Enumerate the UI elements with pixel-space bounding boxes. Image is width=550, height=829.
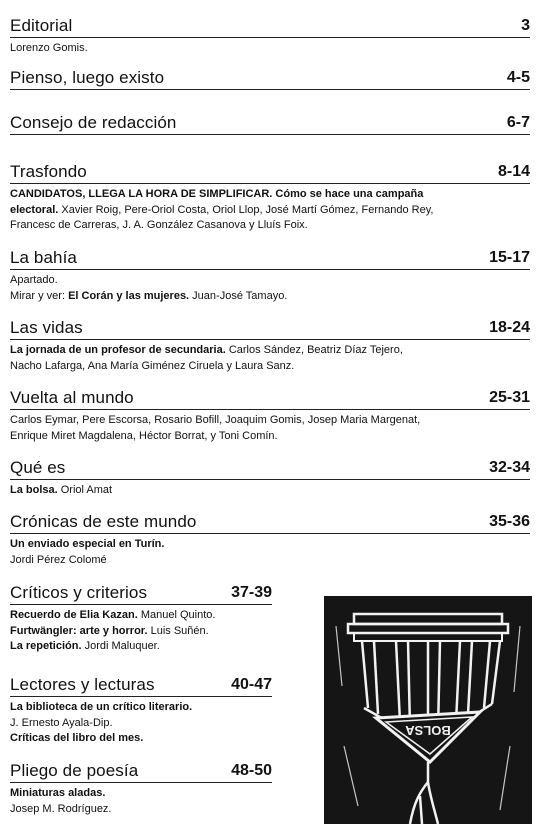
body-text: Oriol Amat [57, 484, 113, 496]
section-title[interactable]: Pienso, luego existo [10, 68, 165, 87]
section-vidas [10, 318, 530, 374]
page-number: 32-34 [489, 459, 530, 476]
body-text: Carlos Eymar, Pere Escorsa, Rosario Bofill, Joaquim Gomis, Josep Maria Margenat, [10, 414, 421, 426]
article-title: La jornada de un profesor de secundaria. [10, 344, 226, 356]
section-body [10, 786, 272, 817]
body-line [10, 802, 272, 818]
body-line [10, 483, 530, 499]
section-vuelta [10, 388, 530, 444]
section-heading [10, 162, 530, 184]
body-text: Nacho Lafarga, Ana María Giménez Ciruela y Laura Sanz. [10, 359, 295, 372]
section-heading [10, 583, 272, 605]
section-title[interactable]: Consejo de redacción [10, 113, 177, 132]
body-line [10, 41, 530, 57]
article-title: Críticas del libro del mes. [10, 732, 144, 744]
body-line [10, 289, 530, 305]
page-number: 40-47 [231, 676, 272, 693]
page-number: 4-5 [506, 69, 530, 86]
body-line [10, 639, 272, 655]
page-number: 15-17 [489, 249, 530, 266]
body-line [10, 359, 530, 375]
section-heading [10, 388, 530, 410]
body-line [10, 429, 530, 445]
sign-text: BOLSA [405, 723, 451, 738]
stock-exchange-illustration [324, 596, 532, 824]
article-title: CANDIDATOS, LLEGA LA HORA DE SIMPLIFICAR. Cómo se hace una campaña [10, 188, 424, 200]
article-title: Miniaturas aladas. [10, 787, 106, 799]
section-heading [10, 248, 530, 270]
section-title[interactable]: Críticos y criterios [10, 583, 148, 602]
section-pienso [10, 68, 530, 90]
section-quees [10, 458, 530, 499]
page-number: 3 [521, 17, 530, 34]
section-consejo [10, 113, 530, 135]
section-body [10, 273, 530, 304]
body-text: Juan-José Tamayo. [189, 289, 288, 302]
article-title: La bolsa. [10, 484, 58, 496]
page-number: 35-36 [489, 513, 530, 530]
section-cronicas [10, 512, 530, 568]
section-title[interactable]: Crónicas de este mundo [10, 512, 197, 531]
section-title[interactable]: Lectores y lecturas [10, 675, 155, 694]
body-text: Xavier Roig, Pere-Oriol Costa, Oriol Llop, José Martí Gómez, Fernando Rey, [58, 203, 434, 216]
section-criticos [10, 583, 272, 655]
section-editorial [10, 16, 530, 57]
section-heading [10, 512, 530, 534]
section-heading [10, 318, 530, 340]
article-title: La repetición. [10, 640, 82, 652]
section-heading [10, 761, 272, 783]
body-text: Apartado. [10, 274, 58, 286]
page-number: 48-50 [231, 762, 272, 779]
article-title: La biblioteca de un crítico literario. [10, 701, 193, 713]
body-text: Manuel Quinto. [137, 609, 216, 621]
body-line [10, 343, 530, 359]
body-line [10, 413, 530, 429]
section-title[interactable]: Las vidas [10, 318, 83, 337]
body-line [10, 731, 272, 747]
page-number: 25-31 [489, 389, 530, 406]
section-body [10, 413, 530, 444]
section-pliego [10, 761, 272, 817]
section-bahia [10, 248, 530, 304]
section-body [10, 187, 530, 234]
body-text: Jordi Maluquer. [81, 640, 160, 652]
article-title: Recuerdo de Elia Kazan. [10, 609, 138, 621]
section-heading [10, 16, 530, 38]
section-body [10, 537, 530, 568]
body-text: Josep M. Rodríguez. [10, 802, 112, 815]
body-text: Mirar y ver: [10, 289, 69, 302]
section-title[interactable]: La bahía [10, 248, 77, 267]
section-body [10, 41, 530, 57]
section-heading [10, 113, 530, 135]
page-number: 18-24 [489, 319, 530, 336]
section-heading [10, 675, 272, 697]
body-line [10, 700, 272, 716]
body-line [10, 716, 272, 732]
article-title: Un enviado especial en Turín. [10, 538, 165, 550]
section-body [10, 608, 272, 655]
body-line [10, 608, 272, 624]
article-title: El Corán y las mujeres. [68, 289, 190, 302]
section-trasfondo [10, 162, 530, 234]
body-text: Carlos Sández, Beatriz Díaz Tejero, [225, 344, 403, 356]
section-lectores [10, 675, 272, 747]
page-number: 6-7 [506, 114, 530, 131]
section-title[interactable]: Vuelta al mundo [10, 388, 134, 407]
section-heading [10, 458, 530, 480]
section-title[interactable]: Qué es [10, 458, 66, 477]
article-title: electoral. [10, 203, 59, 216]
body-line [10, 553, 530, 569]
body-text: Lorenzo Gomis. [10, 42, 88, 54]
section-body [10, 343, 530, 374]
body-text: Francesc de Carreras, J. A. González Casanova y Lluís Foix. [10, 219, 308, 231]
section-body [10, 700, 272, 747]
section-title[interactable]: Trasfondo [10, 162, 87, 181]
page-number: 37-39 [231, 584, 272, 601]
body-text: Luis Suñén. [147, 624, 209, 637]
body-line [10, 537, 530, 553]
body-line [10, 786, 272, 802]
body-line [10, 273, 530, 289]
section-title[interactable]: Editorial [10, 16, 73, 35]
body-line [10, 624, 272, 640]
section-body [10, 483, 530, 499]
body-text: Enrique Miret Magdalena, Héctor Borrat, y Toni Comín. [10, 429, 278, 442]
article-title: Furtwängler: arte y horror. [10, 624, 148, 637]
body-text: J. Ernesto Ayala-Dip. [10, 716, 113, 729]
body-line [10, 218, 530, 234]
page-number: 8-14 [497, 163, 530, 180]
body-line [10, 187, 530, 203]
body-line [10, 203, 530, 219]
section-heading [10, 68, 530, 90]
section-title[interactable]: Pliego de poesía [10, 761, 139, 780]
body-text: Jordi Pérez Colomé [10, 553, 107, 566]
